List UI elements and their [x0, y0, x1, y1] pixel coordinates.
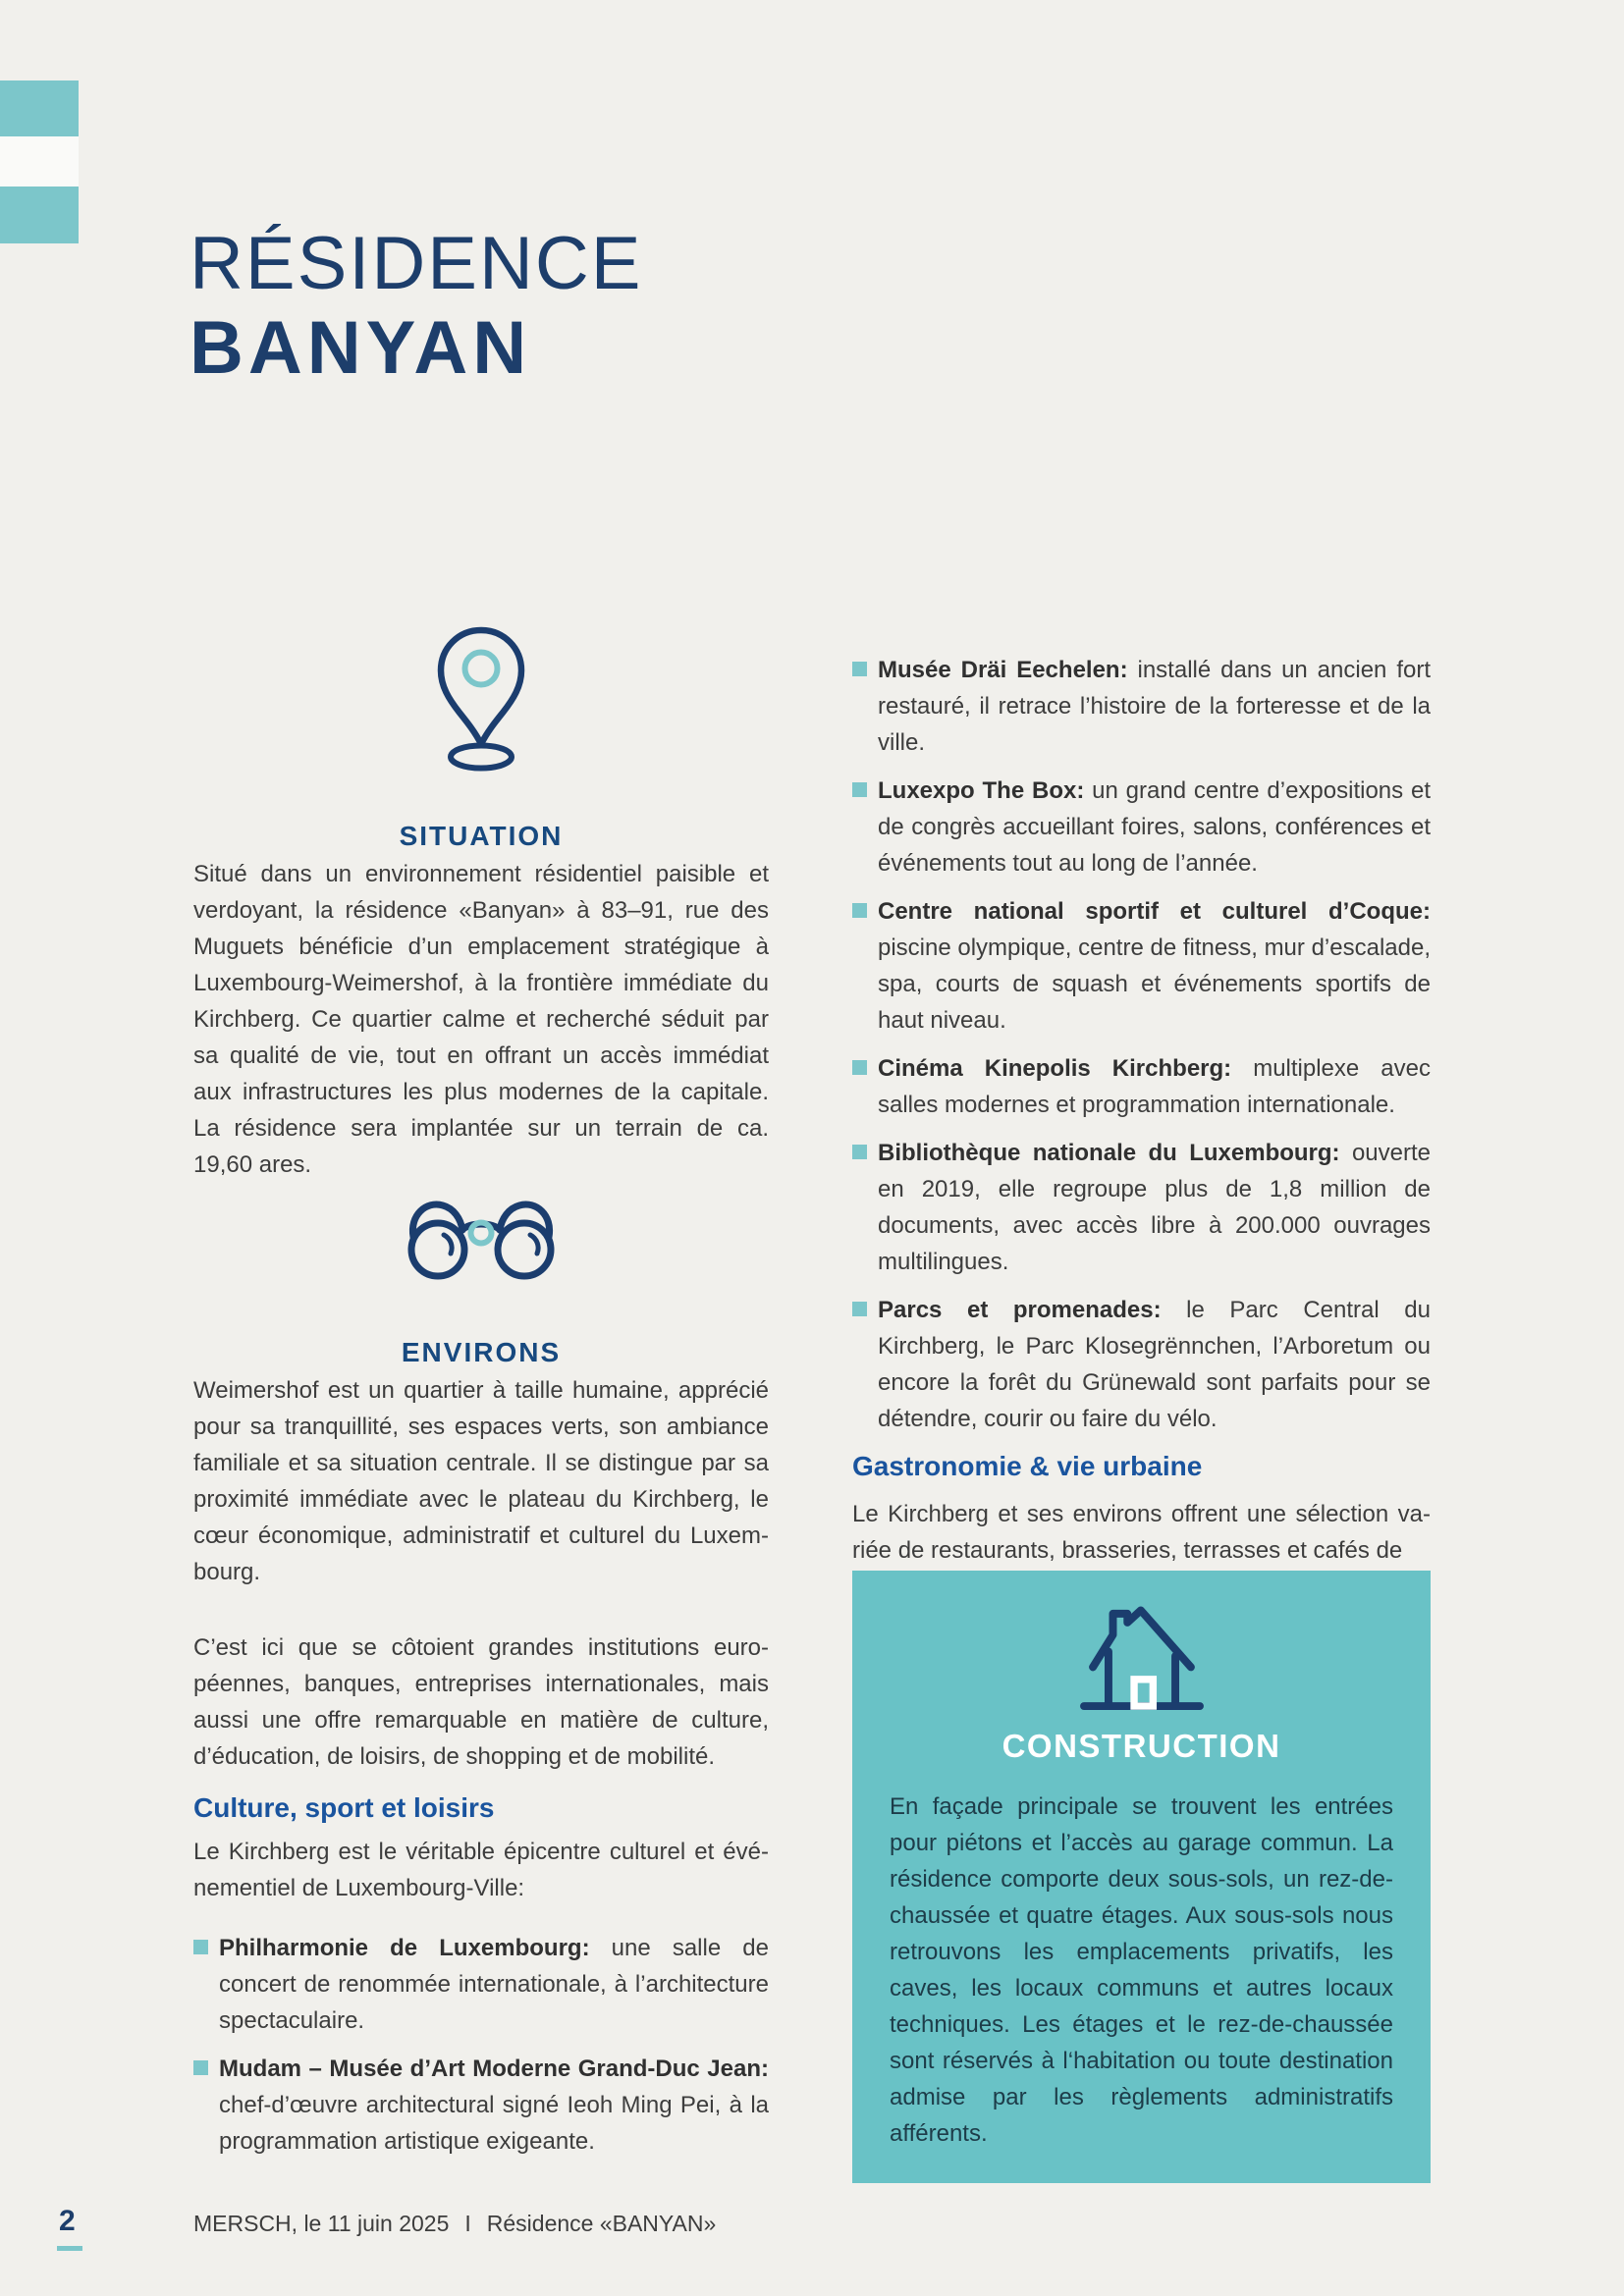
poi-bullet-list: [852, 652, 1431, 1449]
deco-rectangle-teal-top: [0, 80, 79, 136]
construction-heading: CONSTRUCTION: [1001, 1728, 1281, 1764]
deco-rectangle-white: [0, 136, 79, 187]
environs-heading: ENVIRONS: [401, 1337, 562, 1367]
footer-date: MERSCH, le 11 juin 2025: [193, 2211, 450, 2236]
gastronomie-paragraph: Le Kirchberg et ses environs offrent une sélection variée de restaurants, brasseries, terrasses et cafés de: [852, 1501, 1431, 1564]
bullet-text: le Parc Central du Kirchberg, le Parc Klosegrënnchen, l’Arboretum ou encore la forêt du Grünewald sont parfaits pour se détendre, courir ou faire du vélo.: [878, 1297, 1431, 1432]
situation-heading: SITUATION: [399, 821, 564, 851]
bullet-lead: Centre national sportif et culturel d’Coque:: [878, 898, 1431, 925]
list-item: [852, 1050, 1431, 1123]
bullet-lead: Luxexpo The Box:: [878, 777, 1085, 804]
construction-paragraph: En façade principale se trouvent les entrées pour piétons et l’accès au garage commun. La résidence comporte deux sous-sols, un rez-de-chaussée et quatre étages. Aux sous-sols nous retrouvons les emplacements privatifs, les caves, les locaux communs et autres locaux techniques. Les étages et le rez-de-chaussée sont réservés à l‘habitation ou toute destination admise par les règlements administratifs afférents.: [890, 1793, 1393, 2147]
bullet-square-icon: [852, 1145, 867, 1159]
construction-box: [852, 1571, 1431, 2183]
list-item: [852, 652, 1431, 761]
page-title-line1: RÉSIDENCE: [189, 222, 643, 305]
list-item: [852, 773, 1431, 881]
footer-doc-title: Résidence «BANYAN»: [486, 2211, 717, 2236]
environs-icon-wrap: [193, 1190, 769, 1284]
bullet-square-icon: [193, 2060, 208, 2075]
bullet-square-icon: [852, 1060, 867, 1075]
house-icon: [1073, 1598, 1211, 1714]
bullet-lead: Mudam – Musée d’Art Moderne Grand-Duc Jean:: [219, 2056, 769, 2082]
culture-intro: Le Kirchberg est le véritable épicentre culturel et événementiel de Luxembourg-Ville:: [193, 1839, 769, 1901]
bullet-text: multiplexe avec salles modernes et programmation internationale.: [878, 1055, 1431, 1118]
binoculars-icon: [403, 1190, 560, 1284]
bullet-text: chef-d’œuvre architectural signé Ieoh Ming Pei, à la programmation artistique exigeante.: [219, 2092, 769, 2155]
bullet-text: un grand centre d’expositions et de congrès accueillant foires, salons, conférences et événements tout au long de l’année.: [878, 777, 1431, 877]
list-item: [193, 1930, 769, 2039]
culture-bullet-list: [193, 1930, 769, 2171]
bullet-lead: Parcs et promenades:: [878, 1297, 1162, 1323]
page-number-underline: [57, 2246, 82, 2251]
footer-separator: I: [464, 2211, 471, 2236]
environs-paragraph-2: C’est ici que se côtoient grandes institutions européennes, banques, entreprises internationales, mais aussi une offre remarquable en matière de culture, d’éducation, de loisirs, de shopping et de mobilité.: [193, 1634, 769, 1770]
construction-icon-wrap: [890, 1598, 1393, 1714]
bullet-text: ouverte en 2019, elle regroupe plus de 1,8 million de documents, avec accès libre à 200.000 ouvrages multilingues.: [878, 1140, 1432, 1275]
bullet-square-icon: [193, 1940, 208, 1954]
bullet-text: installé dans un ancien fort restauré, il retrace l’histoire de la forteresse et de la ville.: [878, 657, 1431, 756]
list-item: [193, 2051, 769, 2160]
list-item: [852, 1292, 1431, 1437]
list-item: [852, 893, 1431, 1039]
bullet-lead: Cinéma Kinepolis Kirchberg:: [878, 1055, 1232, 1082]
footer: [193, 2211, 716, 2237]
situation-icon-wrap: [193, 624, 769, 774]
page-number: 2: [59, 2205, 76, 2237]
bullet-lead: Musée Dräi Eechelen:: [878, 657, 1128, 683]
environs-paragraph-1: Weimershof est un quartier à taille humaine, apprécié pour sa tranquillité, ses espaces verts, son ambiance familiale et sa situation centrale. Il se distingue par sa proximité immédiate avec le plateau du Kirchberg, le cœur économique, administratif et culturel du Luxembourg.: [193, 1377, 769, 1585]
bullet-square-icon: [852, 782, 867, 797]
bullet-text: piscine olympique, centre de fitness, mur d’escalade, spa, courts de squash et événements sportifs de haut niveau.: [878, 934, 1431, 1034]
bullet-square-icon: [852, 662, 867, 676]
bullet-text: une salle de concert de renommée internationale, à l’architecture spectaculaire.: [219, 1935, 769, 2034]
deco-rectangle-teal-bottom: [0, 187, 79, 243]
location-pin-icon: [432, 624, 530, 774]
situation-paragraph: Situé dans un environnement résidentiel paisible et verdoyant, la résidence «Banyan» à 83–91, rue des Muguets bénéficie d’un emplacement stratégique à Luxembourg-Weimershof, à la frontière immédiate du Kirchberg. Ce quartier calme et recherché séduit par sa qualité de vie, tout en offrant un accès immédiat aux infrastructures les plus modernes de la capitale. La résidence sera implantée sur un terrain de ca. 19,60 ares.: [193, 861, 769, 1178]
bullet-lead: Philharmonie de Luxembourg:: [219, 1935, 590, 1961]
bullet-square-icon: [852, 903, 867, 918]
bullet-lead: Bibliothèque nationale du Luxembourg:: [878, 1140, 1340, 1166]
culture-subheading: Culture, sport et loisirs: [193, 1792, 495, 1823]
bullet-square-icon: [852, 1302, 867, 1316]
page-title-line2: BANYAN: [189, 306, 532, 390]
list-item: [852, 1135, 1431, 1280]
gastronomie-subheading: Gastronomie & vie urbaine: [852, 1451, 1203, 1481]
